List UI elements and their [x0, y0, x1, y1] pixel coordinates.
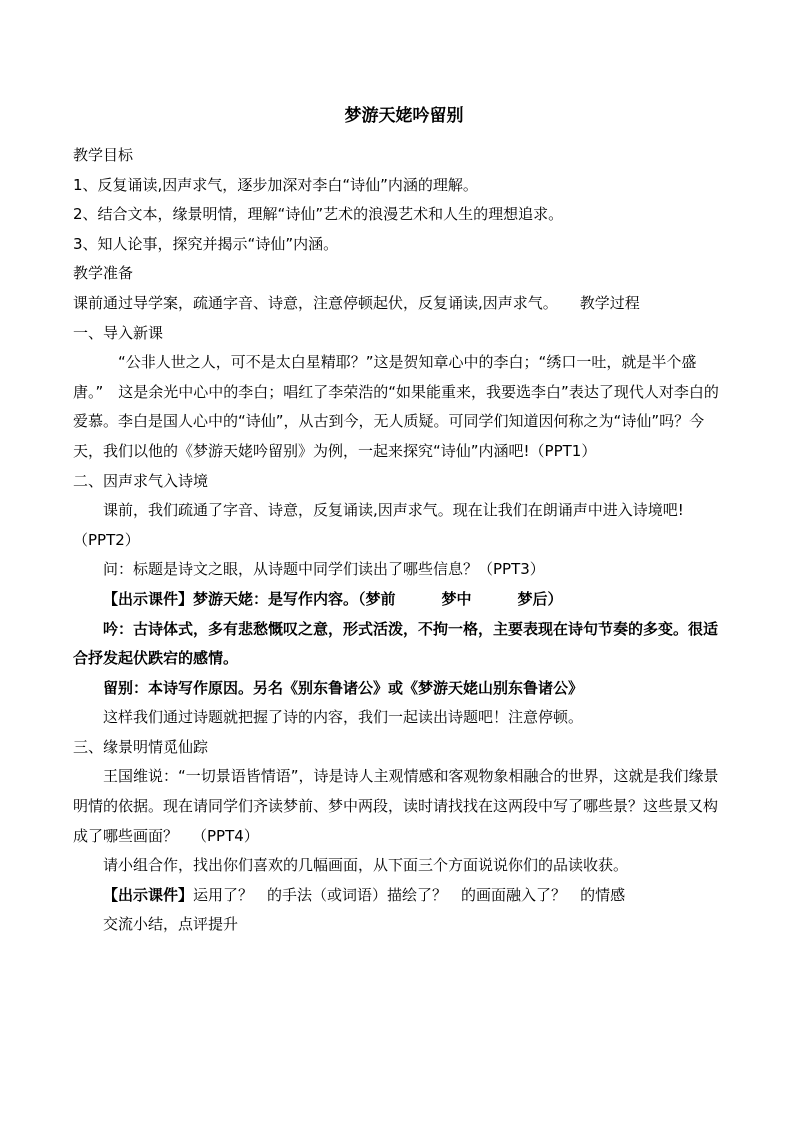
- section3-paragraph-1-text: 王国维说：“一切景语皆情语”，诗是诗人主观情感和客观物象相融合的世界，这就是我们缘景明情的依据。现在请同学们齐读梦前、梦中两段，读时请找找在这两段中写了哪些景？这些景又构成了哪些画面？: [73, 767, 719, 845]
- ppt4-label: （PPT4）: [192, 826, 259, 845]
- section3-paragraph-3: 交流小结，点评提升: [103, 915, 239, 934]
- goal-item: 1、反复诵读,因声求气，逐步加深对李白“诗仙”内涵的理解。: [73, 175, 478, 194]
- goal-item: 3、知人论事，探究并揭示“诗仙”内涵。: [73, 234, 339, 253]
- courseware-label: 【出示课件】: [103, 589, 194, 608]
- courseware-line-2: [73, 881, 723, 911]
- process-label: 教学过程: [579, 293, 640, 312]
- question-3: 的画面融入了？: [461, 885, 567, 904]
- section2-paragraph-2: 问：标题是诗文之眼，从诗题中同学们读出了哪些信息？（PPT3）: [103, 560, 545, 579]
- mengzhong-text: 梦中: [441, 589, 472, 608]
- question-4: 的情感: [580, 885, 626, 904]
- section3-heading: 三、缘景明情觅仙踪: [73, 737, 209, 756]
- goals-heading: 教学目标: [73, 146, 134, 164]
- mengyou-text: 梦游天姥：是写作内容。（梦前: [193, 589, 396, 608]
- question-2: 的手法（或词语）描绘了？: [267, 885, 448, 904]
- section2-paragraph-1: 课前，我们疏通了字音、诗意，反复诵读,因声求气。现在让我们在朗诵声中进入诗境吧!（PPT2）: [73, 501, 684, 549]
- section1-paragraph: “公非人世之人，可不是太白星精耶？”这是贺知章心中的李白；“绣口一吐，就是半个盛唐。” 这是余光中心中的李白；唱红了李荣浩的“如果能重来，我要选李白”表达了现代人对李白的爱慕。李白是国人心中的“诗仙”，从古到今，无人质疑。可同学们知道因何称之为“诗仙”吗？今天，我们以他的《梦游天姥吟留别》为例，一起来探究“诗仙”内涵吧!（PPT1）: [73, 353, 719, 460]
- prep-heading: 教学准备: [73, 264, 134, 283]
- section3-paragraph-2: 请小组合作，找出你们喜欢的几幅画面，从下面三个方面说说你们的品读收获。: [103, 856, 629, 875]
- document-title: 梦游天姥吟留别: [344, 106, 464, 126]
- section1-heading: 一、导入新课: [73, 323, 164, 342]
- menghou-text: 梦后）: [517, 589, 563, 608]
- prep-text: [73, 289, 723, 319]
- prep-body: 课前通过导学案，疏通字音、诗意，注意停顿起伏，反复诵读,因声求气。: [73, 293, 558, 312]
- yin-paragraph: 吟：古诗体式，多有悲愁慨叹之意，形式活泼，不拘一格，主要表现在诗句节奏的多变。很适合抒发起伏跌宕的感情。: [73, 619, 719, 668]
- section3-paragraph-1: [73, 762, 723, 851]
- goal-item: 2、结合文本，缘景明情，理解“诗仙”艺术的浪漫艺术和人生的理想追求。: [73, 205, 564, 224]
- question-1: 运用了？: [193, 885, 254, 904]
- document-page: [73, 104, 723, 940]
- courseware-line-1: [73, 585, 723, 615]
- liubie-paragraph: 留别：本诗写作原因。另名《别东鲁诸公》或《梦游天姥山别东鲁诸公》: [103, 678, 584, 697]
- courseware-label-2: 【出示课件】: [103, 885, 194, 904]
- section2-paragraph-3: 这样我们通过诗题就把握了诗的内容，我们一起读出诗题吧！注意停顿。: [103, 708, 584, 727]
- section2-heading: 二、因声求气入诗境: [73, 471, 209, 490]
